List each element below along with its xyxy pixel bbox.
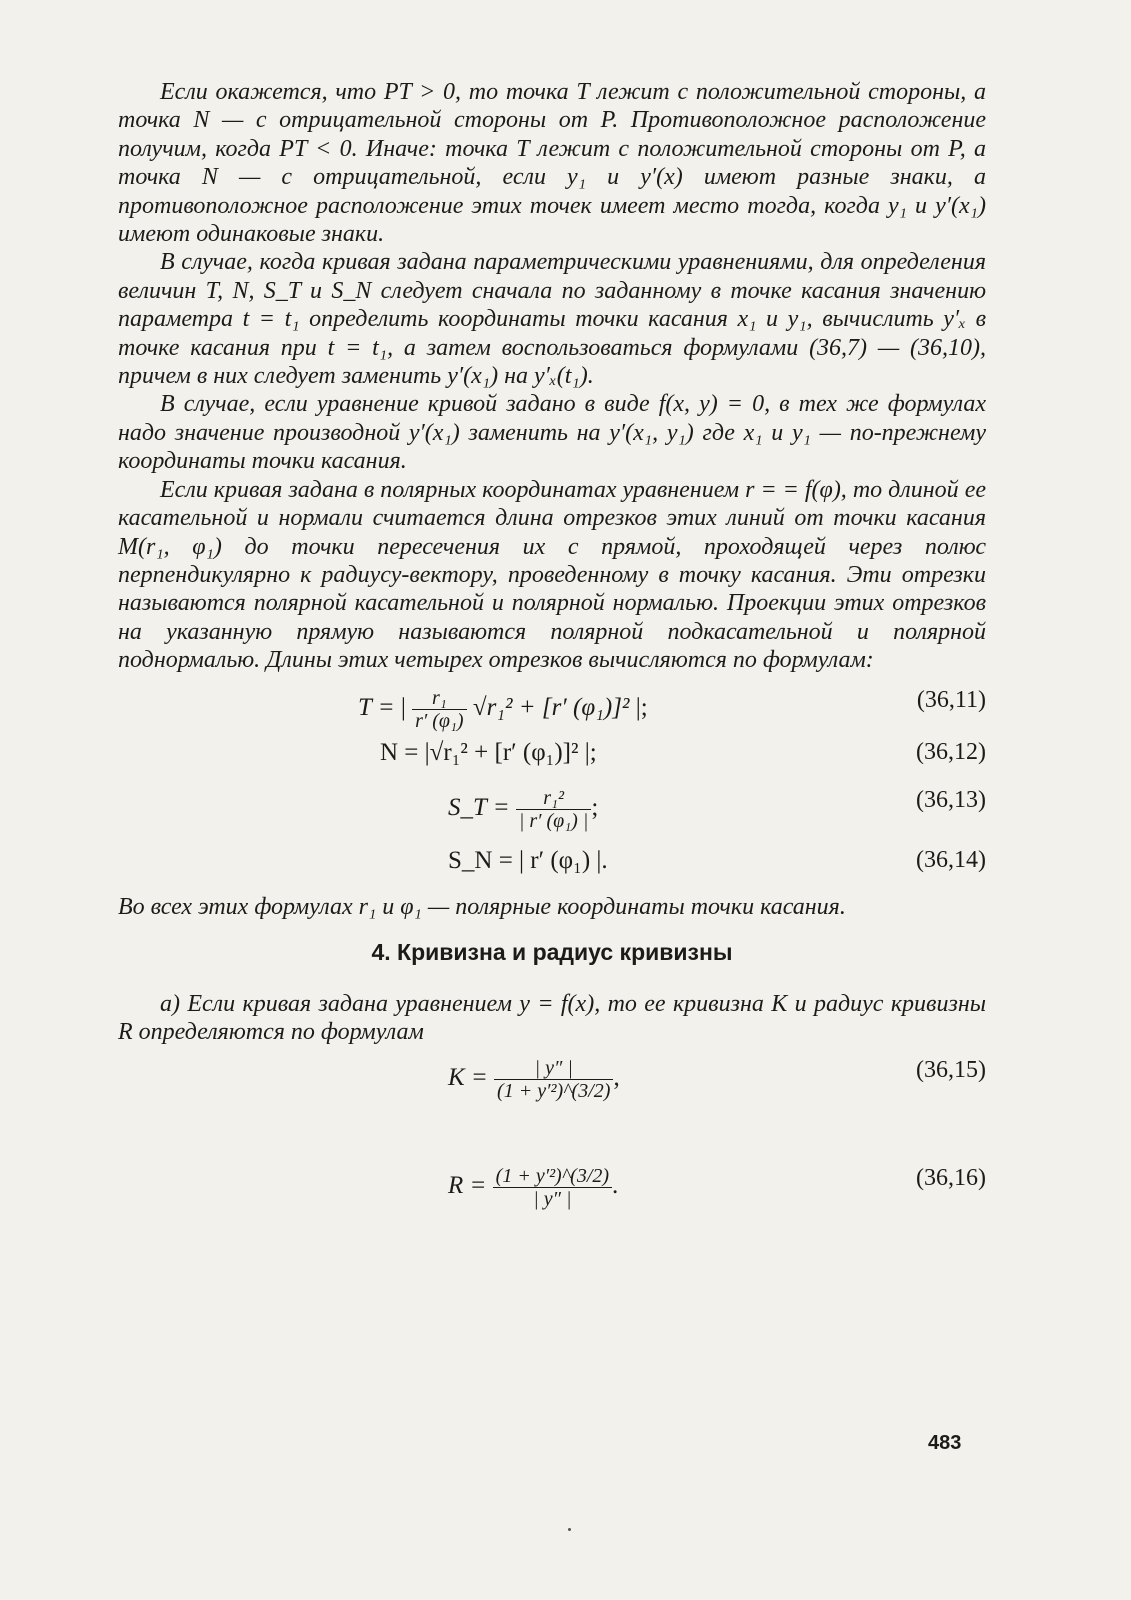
fraction-denominator: | y″ |: [533, 1187, 572, 1210]
section-heading: 4. Кривизна и радиус кривизны: [371, 938, 733, 965]
equation-number: (36,16): [916, 1164, 986, 1191]
fraction-denominator: (1 + y′²)^(3/2): [497, 1079, 611, 1102]
equation-number: (36,13): [916, 786, 986, 813]
fraction-denominator: r′ (φ₁): [415, 709, 464, 732]
formula-end: ,: [613, 1063, 620, 1091]
formula-lhs: K =: [448, 1063, 488, 1091]
formula-expr: N = |√r₁² + [r′ (φ₁)]² |;: [380, 738, 597, 766]
formula-end: ;: [640, 693, 648, 721]
paragraph-implicit: В случае, если уравнение кривой задано в виде f(x, y) = 0, в тех же формулах надо значение производной y′(x₁) заменить на y′(x₁, y₁) где x₁ и y₁ — по-прежнему координаты точки касания.: [118, 391, 986, 475]
formula-36-13: [118, 787, 986, 847]
formula-fraction: [494, 1057, 613, 1102]
formula-end: ;: [591, 793, 599, 821]
paragraph-polar-note: Во всех этих формулах r₁ и φ₁ — полярные координаты точки касания.: [118, 893, 846, 920]
fraction-numerator: | y″ |: [494, 1057, 613, 1080]
formula-fraction: [412, 687, 467, 732]
formula-lhs: R =: [448, 1171, 487, 1199]
page-content: [118, 78, 986, 1245]
formula-fraction: [516, 787, 592, 832]
fraction-numerator: (1 + y′²)^(3/2): [493, 1165, 612, 1188]
formula-36-11: T = | $\frac{\text{r₁}}{\text{r′ (φ₁)}}$ √r₁² + [r′ (φ₁)]² |; (36,11): [358, 686, 986, 732]
equation-number: (36,11): [916, 686, 986, 713]
formula-lhs: T =: [358, 693, 395, 721]
print-speck: [568, 1528, 571, 1531]
formula-36-15: [118, 1057, 986, 1135]
formula-fraction: [493, 1165, 612, 1210]
equation-number: (36,15): [916, 1056, 986, 1083]
formula-36-14: [118, 847, 986, 893]
formula-expr: S_N = | r′ (φ₁) |.: [448, 846, 608, 874]
paragraph-polar: Если кривая задана в полярных координатах уравнением r = = f(φ), то длиной ее касательной и нормали считается длина отрезков этих линий от точки касания M(r₁, φ₁) до точки пересечения их с прямой, проходящей через полюс перпендикулярно к радиусу-вектору, проведенному в точку касания. Эти отрезки называются полярной касательной и полярной нормалью. Проекции этих отрезков на указанную прямую называются полярной подкасательной и полярной поднормалью. Длины этих четырех отрезков вычисляются по формулам:: [118, 476, 986, 674]
formula-36-12: [118, 739, 986, 787]
paragraph-sign-position: Если окажется, что PT > 0, то точка T лежит с положительной стороны, а точка N — с отрицательной стороны от P. Противоположное расположение получим, когда PT < 0. Иначе: точка T лежит с положительной стороны от P, а точка N — с отрицательной, если y₁ и y′(x) имеют разные знаки, а противоположное расположение этих точек имеет место тогда, когда y₁ и y′(x₁) имеют одинаковые знаки.: [118, 79, 986, 248]
equation-number: (36,14): [916, 846, 986, 873]
fraction-numerator: r₁: [412, 687, 467, 710]
formula-lhs: S_T =: [448, 793, 510, 821]
fraction-denominator: | r′ (φ₁) |: [518, 809, 589, 832]
page-number: 483: [928, 1432, 962, 1454]
formula-end: .: [612, 1171, 619, 1199]
formula-radical: √r₁² + [r′ (φ₁)]²: [472, 693, 630, 721]
paragraph-curvature: а) Если кривая задана уравнением y = f(x), то ее кривизна K и радиус кривизны R определяются по формулам: [118, 990, 986, 1046]
formula-36-16: [118, 1165, 986, 1245]
paragraph-parametric: В случае, когда кривая задана параметрическими уравнениями, для определения величин T, N, S_T и S_N следует сначала по заданному в точке касания значению параметра t = t₁ определить координаты точки касания x₁ и y₁, вычислить y′ₓ в точке касания при t = t₁, а затем воспользоваться формулами (36,7) — (36,10), причем в них следует заменить y′(x₁) на y′ₓ(t₁).: [118, 249, 986, 390]
fraction-numerator: r₁²: [516, 787, 592, 810]
equation-number: (36,12): [916, 738, 986, 765]
